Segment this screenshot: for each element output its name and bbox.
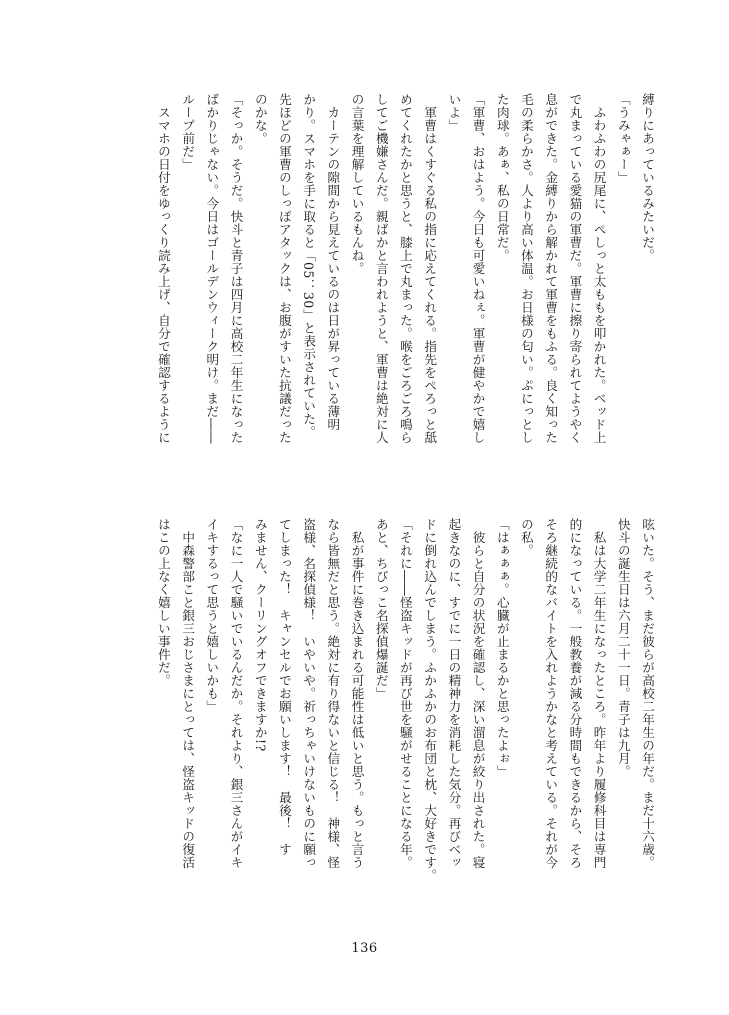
- text-line: 呟いた。そう、まだ彼らが高校二年生の年だ。まだ十六歳。: [640, 518, 655, 869]
- text-line: いよ」: [446, 93, 462, 132]
- text-line: ばかりじゃない。今日はゴールデンウィーク明け。まだ――: [204, 93, 220, 444]
- text-line: 縛りにあっているみたいだ。: [640, 93, 655, 262]
- text-line: のかな。: [252, 93, 268, 145]
- text-line: 軍曹はくすぐる私の指に応えてくれる。指先をぺろっと舐: [422, 93, 438, 444]
- text-line: めてくれたかと思うと、膝上で丸まった。喉をごろごろ鳴ら: [397, 93, 413, 444]
- text-line: みません、クーリングオフできますか!?: [252, 518, 268, 752]
- text-line: なら皆無だと思う。絶対に有り得ないと信じる！ 神様、怪: [325, 518, 341, 869]
- text-line: 先ほどの軍曹のしっぽアタックは、お腹がすいた抗議だった: [276, 93, 292, 444]
- text-line: てしまった！ キャンセルでお願いします！ 最後！ す: [276, 518, 292, 856]
- text-line: 起きなのに、すでに一日の精神力を消耗した気分。再びベッ: [446, 518, 462, 869]
- text-line: た肉球。あぁ、私の日常だ。: [494, 93, 510, 262]
- page-number: 136: [351, 941, 378, 956]
- text-line: 私は大学二年生になったところ。昨年より履修科目は専門: [591, 518, 607, 869]
- text-line: イキするって思うと嬉しいかも」: [204, 518, 220, 713]
- text-line: 彼らと自分の状況を確認し、深い溜息が絞り出された。寝: [470, 518, 486, 869]
- text-line: 「はぁぁぁ。心臓が止まるかと思ったよぉ」: [494, 518, 510, 778]
- text-line: 快斗の誕生日は六月二十一日。青子は九月。: [615, 518, 631, 778]
- text-line: カーテンの隙間から見えているのは日が昇っている薄明: [325, 93, 341, 431]
- text-line: 息ができた。金縛りから解かれて軍曹をもふる。良く知った: [543, 93, 559, 444]
- lower-text-block: [104, 518, 659, 918]
- upper-text-block: [104, 93, 659, 493]
- text-line: ループ前だ」: [180, 93, 196, 171]
- text-line: 毛の柔らかさ。人より高い体温。お日様の匂い。ぷにっとし: [518, 93, 534, 444]
- text-line: 私が事件に巻き込まれる可能性は低いと思う。もっと言う: [349, 518, 365, 869]
- text-line: スマホの日付をゆっくり読み上げ、自分で確認するように: [155, 93, 171, 444]
- text-line: 「それに――怪盗キッドが再び世を騒がせることになる年。: [397, 518, 413, 869]
- text-line: はこの上なく嬉しい事件だ。: [155, 518, 171, 687]
- text-line: 中森警部こと銀三おじさまにとっては、怪盗キッドの復活: [180, 518, 196, 869]
- text-line: 「うみゃぁー」: [615, 93, 631, 184]
- text-line: そろ継続的なバイトを入れようかなと考えている。それが今: [543, 518, 559, 869]
- text-line: 「軍曹、おはよう。今日も可愛いねぇ。軍曹が健やかで嬉し: [470, 93, 486, 444]
- text-line: 的になっている。一般教養が減る分時間もできるから、そろ: [567, 518, 583, 869]
- text-line: の言葉を理解しているもんね。: [349, 93, 365, 275]
- text-line: ふわふわの尻尾に、ぺしっと太ももを叩かれた。ベッド上: [591, 93, 607, 444]
- text-line: 「そっか。そうだ。快斗と青子は四月に高校二年生になった: [228, 93, 244, 444]
- text-line: してご機嫌さんだ。親ばかと言われようと、軍曹は絶対に人: [373, 93, 389, 444]
- text-line: かり。スマホを手に取ると「05：30」と表示されていた。: [301, 93, 317, 439]
- text-line: 盗様、名探偵様！ いやいや。祈っちゃいけないものに願っ: [301, 518, 317, 869]
- text-line: ドに倒れ込んでしまう。ふかふかのお布団と枕、大好きです。: [422, 518, 438, 882]
- text-line: の私。: [518, 518, 534, 557]
- text-line: 「なに一人で騒いでいるんだか。それより、銀三さんがイキ: [228, 518, 244, 869]
- text-line: あと、ちびっこ名探偵爆誕だ」: [373, 518, 389, 700]
- text-line: で丸まっている愛猫の軍曹だ。軍曹に擦り寄られてようやく: [567, 93, 583, 444]
